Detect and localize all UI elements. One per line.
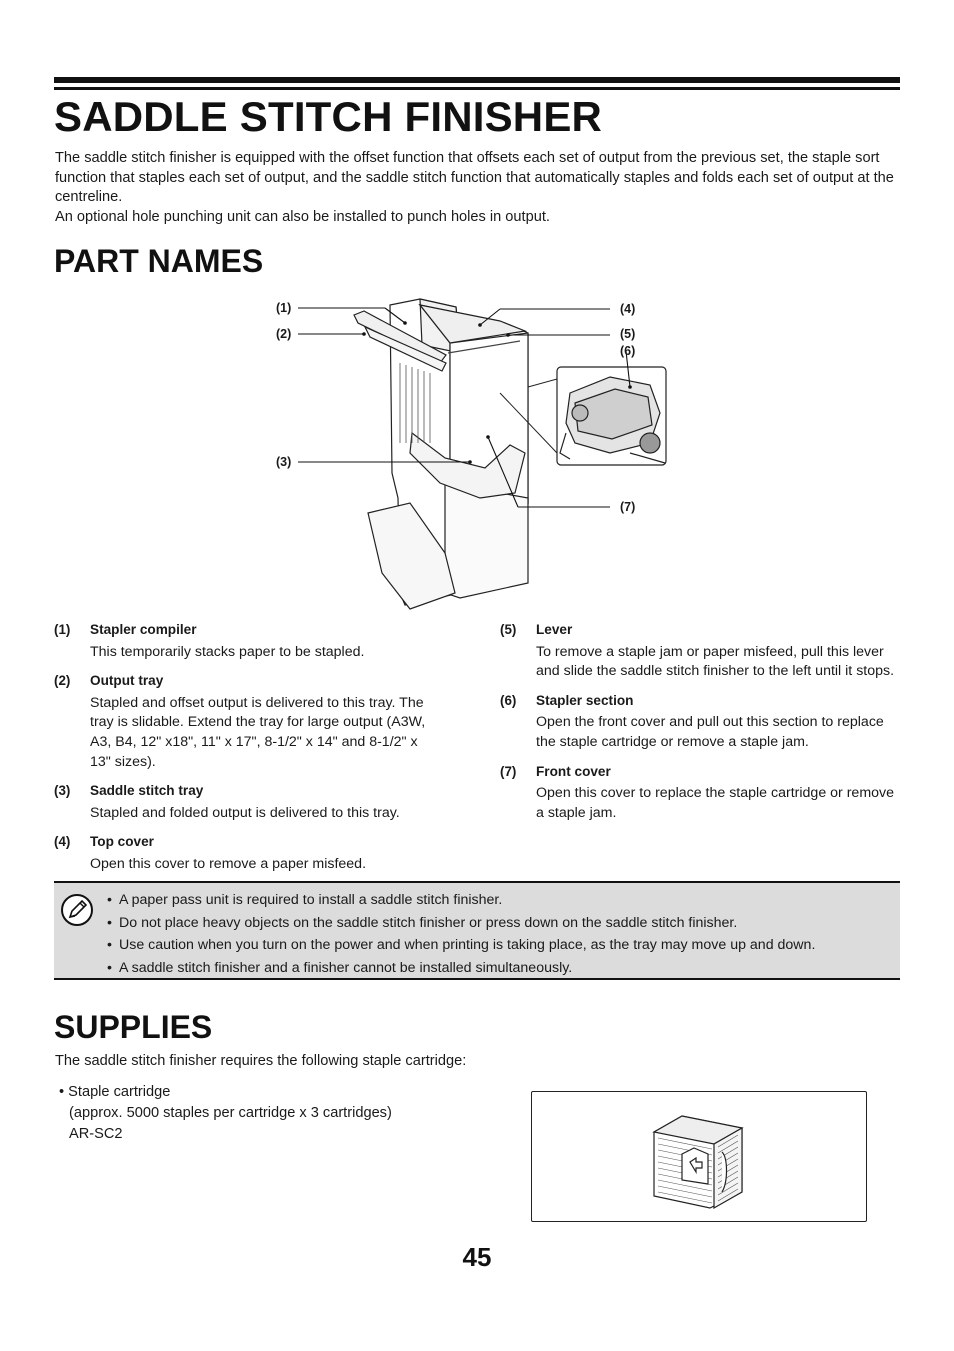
part-name: Stapler section [536,692,634,708]
finisher-diagram [270,293,690,613]
note-box [54,881,900,980]
staple-cartridge-icon [532,1092,868,1223]
header-rule-thick [54,77,900,83]
part-item [54,671,434,772]
part-description: To remove a staple jam or paper misfeed, pull this lever and slide the saddle stitch finisher to the left until it stops. [536,643,895,680]
intro-paragraph-optional: An optional hole punching unit can also be installed to punch holes in output. [55,208,550,225]
finisher-illustration [270,293,690,613]
part-name: Output tray [90,673,164,689]
pencil-note-icon [60,893,94,927]
supplies-intro: The saddle stitch finisher requires the following staple cartridge: [55,1053,467,1069]
part-number: (6) [500,692,517,708]
part-name: Top cover [90,834,154,850]
callout-3: (3) [276,455,292,469]
part-name: Saddle stitch tray [90,783,204,799]
part-item [54,781,434,823]
callout-6: (6) [620,344,636,358]
callout-2: (2) [276,327,292,341]
part-item [500,691,905,753]
supply-model: AR-SC2 [69,1126,123,1142]
intro-paragraph: The saddle stitch finisher is equipped with the offset function that offsets each set of output from the previous set, the staple sort function that staples each set of output, and the saddle stitch function that automatically staples and folds each set of output at the centreline. [55,150,894,205]
part-number: (5) [500,622,517,637]
note-item: • Do not place heavy objects on the saddle stitch finisher or press down on the saddle stitch finisher. [107,912,815,935]
note-item: • A saddle stitch finisher and a finisher cannot be installed simultaneously. [107,957,815,980]
part-item [54,832,434,874]
part-item [500,762,905,824]
page-title: SADDLE STITCH FINISHER [54,93,603,140]
part-description: Open this cover to replace the staple cartridge or remove a staple jam. [536,785,895,821]
callout-4: (4) [620,302,636,316]
part-number: (7) [500,763,517,779]
section-heading-part-names: PART NAMES [54,243,264,279]
page-number: 45 [462,1242,492,1272]
callout-5: (5) [620,327,636,341]
note-list [107,889,815,979]
part-name: Stapler compiler [90,622,197,637]
part-name: Lever [536,622,573,637]
callout-7: (7) [620,500,636,514]
parts-list-left [54,620,434,884]
part-description: Stapled and folded output is delivered to this tray. [90,804,400,821]
part-number: (3) [54,783,71,799]
part-number: (4) [54,834,71,850]
parts-list-right [500,620,905,832]
supply-detail: (approx. 5000 staples per cartridge x 3 cartridges) [69,1105,392,1121]
part-item [54,620,434,662]
part-item [500,620,905,682]
part-description: Open the front cover and pull out this section to replace the staple cartridge or remove a staple jam. [536,714,884,750]
part-description: Open this cover to remove a paper misfeed. [90,855,367,872]
part-number: (1) [54,622,71,637]
cartridge-image-box [531,1091,867,1222]
part-name: Front cover [536,763,611,779]
section-heading-supplies: SUPPLIES [54,1009,213,1045]
callout-1: (1) [276,301,292,315]
note-item: • A paper pass unit is required to install a saddle stitch finisher. [107,889,815,912]
intro-text [55,149,901,227]
note-item: • Use caution when you turn on the power and when printing is taking place, as the tray may move up and down. [107,934,815,957]
supply-item [59,1082,392,1145]
part-description: This temporarily stacks paper to be stapled. [90,643,365,660]
part-number: (2) [54,673,71,689]
part-description: Stapled and offset output is delivered to this tray. The tray is slidable. Extend the tray for large output (A3W, A3, B4, 12" x18", 11" x 17", 8-1/2" x 14" and 8-1/2" x 13" sizes). [90,694,426,770]
header-rule-thin [54,87,900,90]
supply-name: • Staple cartridge [59,1084,171,1100]
